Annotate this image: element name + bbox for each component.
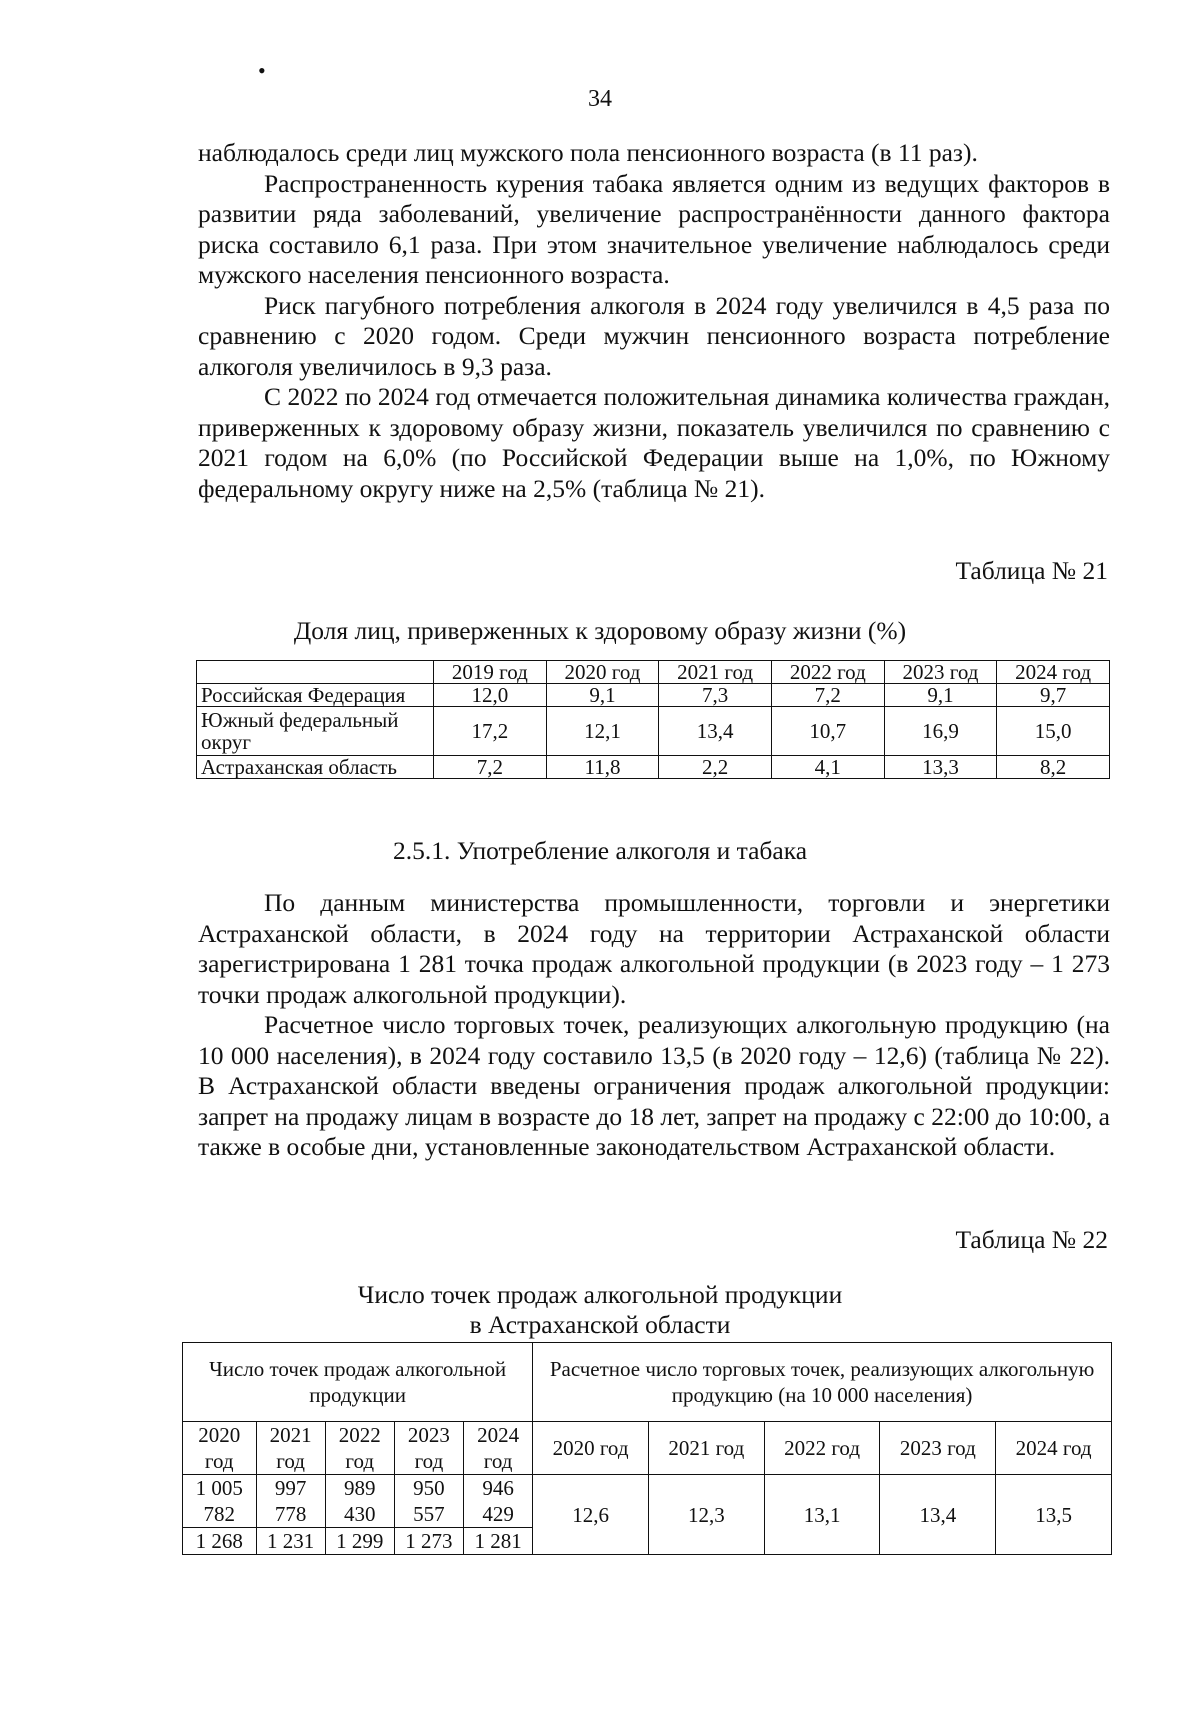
year-header: 2023 год — [880, 1422, 996, 1475]
table-cell: 946 429 — [464, 1475, 533, 1528]
section-text — [198, 888, 1110, 1163]
table-cell: 1 268 — [183, 1528, 257, 1555]
table21-title: Доля лиц, приверженных к здоровому образу жизни (%) — [293, 616, 907, 645]
table21-caption: Таблица № 21 — [955, 556, 1108, 585]
year-header: 2020 год — [183, 1422, 257, 1475]
row-label: Южный федеральный округ — [197, 707, 434, 756]
table-cell: 9,7 — [997, 684, 1110, 707]
table22-title-line: в Астраханской области — [469, 1310, 731, 1339]
year-header: 2022 год — [764, 1422, 880, 1475]
paragraph: С 2022 по 2024 год отмечается положительная динамика количества граждан, приверженных к здоровому образу жизни, показатель увеличился по сравнению с 2021 годом на 6,0% (по Российской Федерации выше на 1,0%, по Южному федеральному округу ниже на 2,5% (таблица № 21). — [198, 382, 1110, 503]
table-cell: 950 557 — [394, 1475, 463, 1528]
table-cell: 17,2 — [434, 707, 547, 756]
year-header: 2023 год — [394, 1422, 463, 1475]
table-cell: 10,7 — [771, 707, 884, 756]
table-header-row — [183, 1343, 1112, 1422]
table22 — [182, 1342, 1112, 1555]
paragraph: Распространенность курения табака является одним из ведущих факторов в развитии ряда заболеваний, увеличение распространённости данного фактора риска составило 6,1 раза. При этом значительное увеличение наблюдалось среди мужского населения пенсионного возраста. — [198, 168, 1110, 289]
header-cell: 2020 год — [546, 661, 659, 684]
year-header: 2024 год — [996, 1422, 1112, 1475]
table-cell: 9,1 — [546, 684, 659, 707]
table-cell: 7,2 — [771, 684, 884, 707]
group-header: Расчетное число торговых точек, реализующих алкогольную продукцию (на 10 000 населения) — [533, 1343, 1112, 1422]
table-cell: 8,2 — [997, 756, 1110, 779]
table-cell: 12,1 — [546, 707, 659, 756]
table-cell: 16,9 — [884, 707, 997, 756]
table-cell: 13,1 — [764, 1475, 880, 1555]
year-header: 2020 год — [533, 1422, 649, 1475]
header-cell: 2022 год — [771, 661, 884, 684]
table-cell: 1 231 — [256, 1528, 325, 1555]
table22-caption: Таблица № 22 — [955, 1225, 1108, 1254]
table-cell: 997 778 — [256, 1475, 325, 1528]
table-cell: 13,4 — [659, 707, 772, 756]
year-header: 2022 год — [325, 1422, 394, 1475]
section-heading: 2.5.1. Употребление алкоголя и табака — [392, 836, 808, 865]
table22-title — [0, 1280, 1200, 1340]
table-row — [197, 707, 1110, 756]
table-row — [183, 1475, 1112, 1528]
year-header: 2021 год — [648, 1422, 764, 1475]
group-header: Число точек продаж алкогольной продукции — [183, 1343, 533, 1422]
table-row — [197, 684, 1110, 707]
table-row — [197, 756, 1110, 779]
year-header: 2024 год — [464, 1422, 533, 1475]
row-label: Российская Федерация — [197, 684, 434, 707]
table-cell: 1 005 782 — [183, 1475, 257, 1528]
table-cell: 11,8 — [546, 756, 659, 779]
table21 — [196, 660, 1110, 779]
header-cell: 2019 год — [434, 661, 547, 684]
paragraph: наблюдалось среди лиц мужского пола пенсионного возраста (в 11 раз). — [198, 138, 978, 167]
table-cell: 1 299 — [325, 1528, 394, 1555]
header-cell: 2023 год — [884, 661, 997, 684]
header-cell: 2024 год — [997, 661, 1110, 684]
table-cell: 12,6 — [533, 1475, 649, 1555]
intro-text — [198, 138, 1110, 504]
paragraph: По данным министерства промышленности, торговли и энергетики Астраханской области, в 2024 году на территории Астраханской области зарегистрирована 1 281 точка продаж алкогольной продукции (в 2023 году – 1 273 точки продаж алкогольной продукции). — [198, 888, 1110, 1009]
table-cell: 989 430 — [325, 1475, 394, 1528]
table-cell: 13,3 — [884, 756, 997, 779]
table-cell: 13,5 — [996, 1475, 1112, 1555]
table-header-row — [197, 661, 1110, 684]
header-cell — [197, 661, 434, 684]
year-header: 2021 год — [256, 1422, 325, 1475]
table-cell: 9,1 — [884, 684, 997, 707]
paragraph: Риск пагубного потребления алкоголя в 2024 году увеличился в 4,5 раза по сравнению с 2020 годом. Среди мужчин пенсионного возраста потребление алкоголя увеличилось в 9,3 раза. — [198, 290, 1110, 381]
table-cell: 15,0 — [997, 707, 1110, 756]
scan-mark: • — [258, 58, 266, 83]
table-cell: 4,1 — [771, 756, 884, 779]
paragraph: Расчетное число торговых точек, реализующих алкогольную продукцию (на 10 000 населения), в 2024 году составило 13,5 (в 2020 году – 12,6) (таблица № 22). В Астраханской области введены ограничения продаж алкогольной продукции: запрет на продажу лицам в возрасте до 18 лет, запрет на продажу с 22:00 до 10:00, а также в особые дни, установленные законодательством Астраханской области. — [198, 1010, 1110, 1161]
table-cell: 7,2 — [434, 756, 547, 779]
table-cell: 1 281 — [464, 1528, 533, 1555]
table-cell: 1 273 — [394, 1528, 463, 1555]
table-cell: 12,3 — [648, 1475, 764, 1555]
table-cell: 12,0 — [434, 684, 547, 707]
table-cell: 7,3 — [659, 684, 772, 707]
table22-title-line: Число точек продаж алкогольной продукции — [357, 1280, 843, 1309]
row-label: Астраханская область — [197, 756, 434, 779]
table-header-row — [183, 1422, 1112, 1475]
table-cell: 2,2 — [659, 756, 772, 779]
page-number: 34 — [588, 86, 612, 112]
header-cell: 2021 год — [659, 661, 772, 684]
table-cell: 13,4 — [880, 1475, 996, 1555]
